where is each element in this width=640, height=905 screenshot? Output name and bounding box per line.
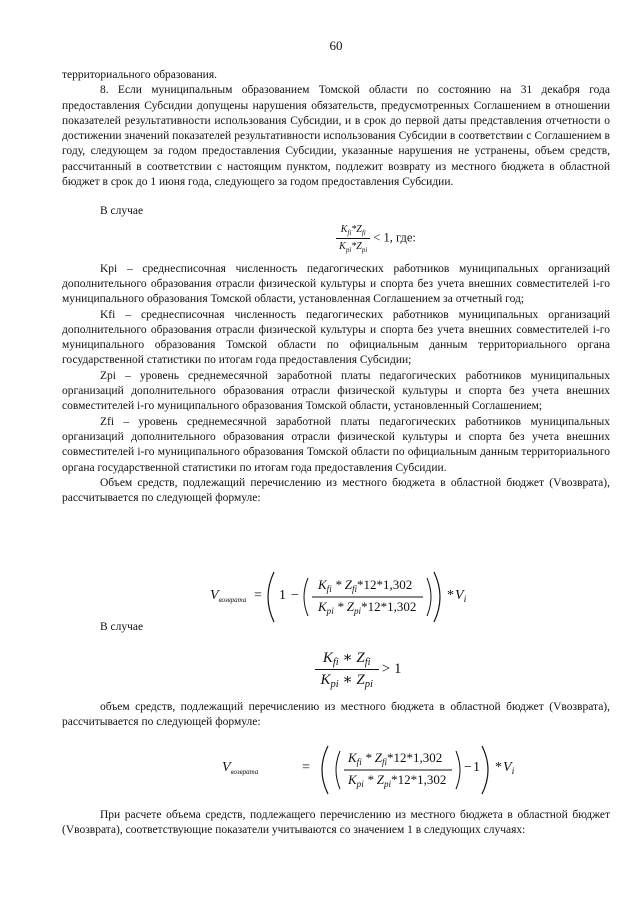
formula-2-one: 1 bbox=[473, 760, 480, 775]
condition-less-than-one bbox=[142, 223, 610, 254]
condition-fraction-2: $\frac{K_{fi} ∗ Z_{fi}}{K_{pi} ∗ Z_{pi}}$ bbox=[315, 648, 379, 691]
formula-2-minus: − bbox=[464, 760, 472, 775]
in-case-label-1: В случае bbox=[100, 205, 144, 218]
formula-1-star: * bbox=[447, 588, 454, 603]
text-block-top bbox=[62, 68, 610, 506]
document-page bbox=[62, 0, 610, 905]
formula-1-eq: = bbox=[254, 588, 262, 603]
formula-1-vi: $V_i$ bbox=[455, 588, 467, 605]
definition-kfi: Kfi – среднесписочная численность педагогических работников муниципальных организаций дополнительного образования отрасли физической культуры и спорта без учета внешних совместителей i-го муниципального образования Томской области по официальным данным территориального органа государственной статистики по итогам года предоставления Субсидии; bbox=[62, 308, 611, 367]
condition-tail-2: > 1 bbox=[381, 660, 402, 677]
formula-1-one: 1 bbox=[279, 588, 286, 603]
formula-2-numerator: $K_{fi} * Z_{fi}*12*1,302$ bbox=[348, 750, 443, 767]
formula-2-eq: = bbox=[302, 760, 310, 775]
formula-2-star: * bbox=[495, 760, 502, 775]
paragraph-continuation: территориального образования. bbox=[62, 69, 217, 81]
formula-1-denominator: $K_{pi} * Z_{pi}*12*1,302$ bbox=[318, 599, 417, 616]
formula-return-volume-1 bbox=[62, 568, 610, 626]
formula-1-numerator: $K_{fi} * Z_{fi}*12*1,302$ bbox=[318, 577, 413, 594]
condition-fraction-1: $\frac{K_{fi}*Z_{fi}}{K_{pi}*Z_{pi}}$ bbox=[336, 223, 370, 254]
formula-1-v: $V_{возврата}$ bbox=[210, 588, 247, 604]
formula-1-minus: − bbox=[291, 588, 299, 603]
definition-kpi: Kpi – среднесписочная численность педагогических работников муниципальных организаций дополнительного образования отрасли физической культуры и спорта без учета внешних совместителей i-го муниципального образования Томской области, установленная Соглашением за отчетный год; bbox=[62, 262, 611, 306]
formula-2-brackets bbox=[62, 742, 610, 798]
definition-zfi: Zfi – уровень среднемесячной заработной платы педагогических работников муниципальных организаций дополнительного образования отрасли физической культуры и спорта без учета внешних совместителей i-го муниципального образования Томской области по официальным данным территориального органа государственной статистики по итогам года предоставления Субсидии. bbox=[62, 415, 611, 474]
condition-greater-than-one bbox=[62, 648, 610, 692]
condition-tail-1: < 1, где: bbox=[373, 229, 416, 244]
paragraph-final: При расчете объема средств, подлежащего перечислению из местного бюджета в областной бюджет (Vвозврата), соответствующие показатели учитываются со значением 1 в следующих случаях: bbox=[62, 809, 610, 837]
paragraph-volume-2: объем средств, подлежащий перечислению из местного бюджета в областной бюджет (Vвозврата), рассчитывается по следующей формуле: bbox=[62, 701, 610, 729]
definition-zpi: Zpi – уровень среднемесячной заработной платы педагогических работников муниципальных организаций дополнительного образования отрасли физической культуры и спорта без учета внешних совместителей i-го муниципального образования Томской области, установленный Соглашением; bbox=[62, 369, 611, 413]
page-number: 60 bbox=[329, 38, 343, 53]
formula-2-v: $V_{возврата}$ bbox=[222, 760, 259, 776]
in-case-label-2: В случае bbox=[100, 621, 144, 633]
formula-2-denominator: $K_{pi} * Z_{pi}*12*1,302$ bbox=[348, 772, 447, 789]
formula-return-volume-2 bbox=[62, 742, 610, 798]
formula-2-vi: $V_i$ bbox=[503, 760, 515, 777]
paragraph-8: 8. Если муниципальным образованием Томской области по состоянию на 31 декабря года предоставления Субсидии допущены нарушения обязательств, предусмотренных Соглашением в отношении показателей результативности использования Субсидии, и в срок до первой даты представления отчетности о достижении значений показателей результативности использования Субсидии в соответствии с Соглашением в году, следующем за годом предоставления Субсидии, указанные нарушения не устранены, объем средств, рассчитанный в соответствии с настоящим пунктом, подлежит возврату из местного бюджета в областной бюджет в срок до 1 июня года, следующего за годом предоставления Субсидии. bbox=[62, 84, 610, 189]
paragraph-volume-1: Объем средств, подлежащий перечислению из местного бюджета в областной бюджет (Vвозврата), рассчитывается по следующей формуле: bbox=[62, 476, 610, 505]
